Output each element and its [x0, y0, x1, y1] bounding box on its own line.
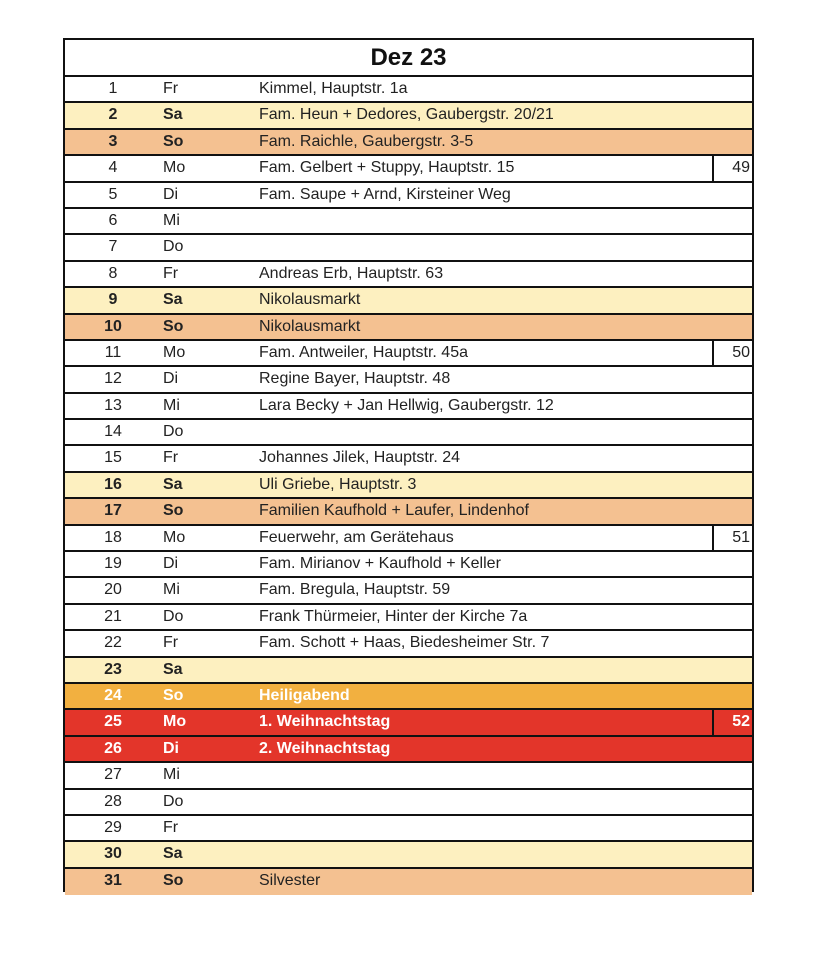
day-number: 27: [104, 766, 122, 784]
weekday: Do: [163, 792, 184, 810]
event-note: Lara Becky + Jan Hellwig, Gaubergstr. 12: [259, 396, 554, 414]
weekday: Mo: [163, 159, 186, 177]
day-row: [65, 315, 752, 341]
day-number: 19: [104, 555, 122, 573]
event-note: Fam. Gelbert + Stuppy, Hauptstr. 15: [259, 159, 515, 177]
event-note: Heiligabend: [259, 686, 350, 704]
day-row: [65, 77, 752, 103]
day-row: [65, 763, 752, 789]
day-rows: [65, 77, 752, 895]
day-number: 10: [104, 317, 122, 335]
weekday: Di: [163, 555, 179, 573]
day-row: [65, 631, 752, 657]
event-note: Fam. Mirianov + Kaufhold + Keller: [259, 555, 501, 573]
event-note: Johannes Jilek, Hauptstr. 24: [259, 449, 461, 467]
day-row: [65, 737, 752, 763]
day-row: [65, 658, 752, 684]
weekday: Sa: [163, 291, 183, 309]
event-note: Frank Thürmeier, Hinter der Kirche 7a: [259, 607, 528, 625]
day-row: [65, 446, 752, 472]
day-number: 26: [104, 739, 122, 757]
day-row: [65, 394, 752, 420]
event-note: Familien Kaufhold + Laufer, Lindenhof: [259, 502, 529, 520]
weekday: So: [163, 686, 184, 704]
weekday: Do: [163, 238, 184, 256]
day-row: [65, 130, 752, 156]
weekday: Di: [163, 739, 179, 757]
day-number: 15: [104, 449, 122, 467]
day-number: 2: [108, 106, 118, 124]
weekday: Di: [163, 370, 179, 388]
day-number: 29: [104, 818, 122, 836]
day-number: 1: [108, 80, 118, 97]
day-row: [65, 473, 752, 499]
event-note: Andreas Erb, Hauptstr. 63: [259, 264, 444, 282]
day-number: 31: [104, 871, 122, 889]
day-number: 30: [104, 845, 122, 863]
day-row: [65, 842, 752, 868]
week-number: 52: [712, 710, 752, 734]
event-note: Fam. Saupe + Arnd, Kirsteiner Weg: [259, 185, 511, 203]
day-row: [65, 790, 752, 816]
day-number: 4: [108, 159, 118, 177]
day-number: 8: [108, 264, 118, 282]
week-number: 49: [712, 156, 752, 180]
day-number: 6: [108, 211, 118, 229]
week-number: 50: [712, 341, 752, 365]
day-number: 22: [104, 634, 122, 652]
weekday: So: [163, 502, 184, 520]
event-note: Uli Griebe, Hauptstr. 3: [259, 475, 417, 493]
weekday: Mi: [163, 211, 180, 229]
day-number: 11: [104, 343, 122, 361]
weekday: Fr: [163, 634, 179, 652]
weekday: Sa: [163, 845, 183, 863]
weekday: Sa: [163, 106, 183, 124]
day-number: 16: [104, 475, 122, 493]
day-row: [65, 367, 752, 393]
weekday: Do: [163, 423, 184, 441]
weekday: Mi: [163, 396, 180, 414]
weekday: So: [163, 871, 184, 889]
day-row: [65, 156, 752, 182]
day-row: [65, 869, 752, 895]
month-title: Dez 23: [65, 40, 752, 77]
event-note: Regine Bayer, Hauptstr. 48: [259, 370, 451, 388]
calendar-sheet: [63, 38, 754, 892]
weekday: Do: [163, 607, 184, 625]
weekday: So: [163, 317, 184, 335]
day-row: [65, 103, 752, 129]
day-number: 28: [104, 792, 122, 810]
day-row: [65, 209, 752, 235]
weekday: Mo: [163, 343, 186, 361]
weekday: Mi: [163, 766, 180, 784]
day-number: 13: [104, 396, 122, 414]
day-number: 21: [104, 607, 122, 625]
day-number: 25: [104, 713, 122, 731]
day-number: 14: [104, 423, 122, 441]
day-row: [65, 552, 752, 578]
day-row: [65, 235, 752, 261]
weekday: Di: [163, 185, 179, 203]
day-row: [65, 499, 752, 525]
weekday: Fr: [163, 449, 179, 467]
day-row: [65, 605, 752, 631]
event-note: 1. Weihnachtstag: [259, 713, 391, 731]
day-row: [65, 262, 752, 288]
weekday: Mo: [163, 528, 186, 546]
day-row: [65, 684, 752, 710]
day-number: 18: [104, 528, 122, 546]
day-number: 24: [104, 686, 122, 704]
weekday: So: [163, 132, 184, 150]
event-note: Fam. Schott + Haas, Biedesheimer Str. 7: [259, 634, 550, 652]
day-number: 7: [108, 238, 118, 256]
day-row: [65, 816, 752, 842]
day-number: 12: [104, 370, 122, 388]
weekday: Fr: [163, 818, 179, 836]
day-number: 17: [104, 502, 122, 520]
weekday: Sa: [163, 660, 183, 678]
day-number: 23: [104, 660, 122, 678]
weekday: Sa: [163, 475, 183, 493]
day-row: [65, 183, 752, 209]
event-note: Kimmel, Hauptstr. 1a: [259, 80, 408, 97]
week-number: 51: [712, 526, 752, 550]
day-row: [65, 420, 752, 446]
event-note: Fam. Raichle, Gaubergstr. 3-5: [259, 132, 474, 150]
weekday: Fr: [163, 264, 179, 282]
weekday: Mo: [163, 713, 187, 731]
event-note: Feuerwehr, am Gerätehaus: [259, 528, 454, 546]
event-note: Fam. Antweiler, Hauptstr. 45a: [259, 343, 468, 361]
event-note: 2. Weihnachtstag: [259, 739, 391, 757]
day-row: [65, 578, 752, 604]
day-row: [65, 526, 752, 552]
event-note: Nikolausmarkt: [259, 291, 361, 309]
event-note: Fam. Bregula, Hauptstr. 59: [259, 581, 451, 599]
weekday: Mi: [163, 581, 180, 599]
day-number: 9: [108, 291, 118, 309]
day-row: [65, 710, 752, 736]
day-number: 5: [108, 185, 118, 203]
day-row: [65, 341, 752, 367]
event-note: Nikolausmarkt: [259, 317, 361, 335]
day-row: [65, 288, 752, 314]
weekday: Fr: [163, 80, 179, 97]
event-note: Silvester: [259, 871, 321, 889]
event-note: Fam. Heun + Dedores, Gaubergstr. 20/21: [259, 106, 554, 124]
day-number: 20: [104, 581, 122, 599]
day-number: 3: [108, 132, 118, 150]
